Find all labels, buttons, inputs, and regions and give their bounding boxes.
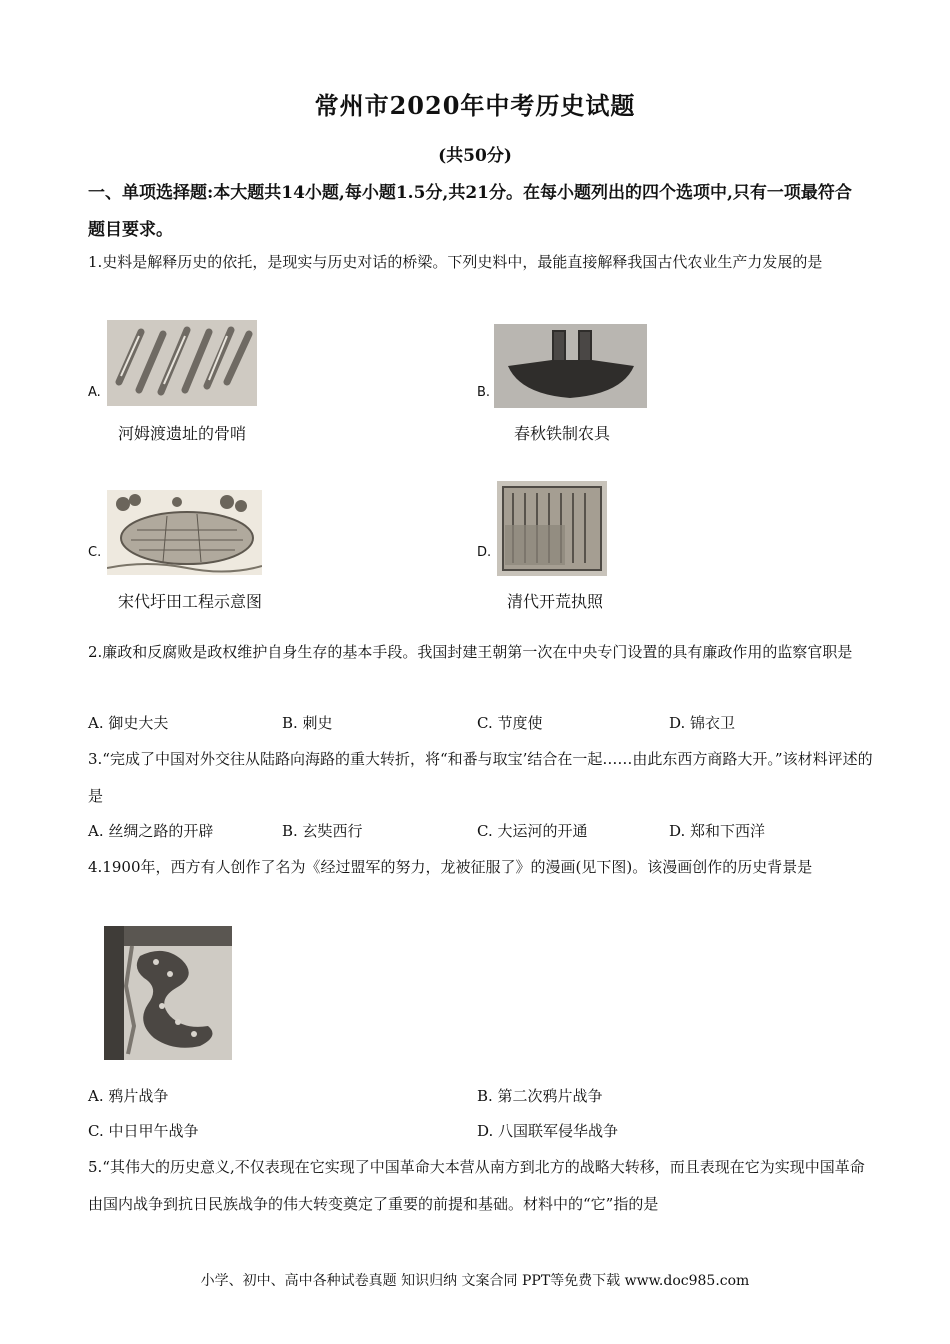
q3-option-d: D. 郑和下西洋: [669, 822, 766, 840]
q4-option-c: C. 中日甲午战争: [88, 1122, 199, 1140]
q2-option-c: C. 节度使: [477, 714, 543, 732]
q1-option-d-label: D.: [477, 545, 492, 560]
q4-option-a: A. 鸦片战争: [88, 1087, 169, 1105]
q2-option-a: A. 御史大夫: [88, 714, 169, 732]
q1-option-c-caption: 宋代圩田工程示意图: [118, 592, 263, 611]
iron-tool-image: [494, 324, 647, 408]
q4-option-d: D. 八国联军侵华战争: [477, 1122, 619, 1140]
q3-option-c: C. 大运河的开通: [477, 822, 588, 840]
q1-option-b-caption: 春秋铁制农具: [514, 424, 611, 443]
q1-option-d-caption: 清代开荒执照: [507, 592, 604, 611]
q1-option-c-label: C.: [88, 545, 102, 560]
reclamation-license-image: [497, 481, 607, 576]
q4-option-b: B. 第二次鸦片战争: [477, 1087, 603, 1105]
q3-option-a: A. 丝绸之路的开辟: [88, 822, 214, 840]
question-2-stem: 2.廉政和反腐败是政权维护自身生存的基本手段。我国封建王朝第一次在中央专门设置的具有廉政作用的监察官职是: [88, 643, 853, 661]
q3-option-b: B. 玄奘西行: [282, 822, 363, 840]
q2-option-b: B. 刺史: [282, 714, 333, 732]
page-subtitle: (共50分): [438, 146, 512, 166]
question-3-stem: 3.“完成了中国对外交往从陆路向海路的重大转折，将“和番与取宝’结合在一起……由此东西方商路大开。”该材料评述的是: [88, 750, 873, 805]
page-footer: 小学、初中、高中各种试卷真题 知识归纳 文案合同 PPT等免费下载 www.doc985.com: [200, 1273, 750, 1289]
page-title: 常州市2020年中考历史试题: [314, 91, 636, 120]
question-5-stem: 5.“其伟大的历史意义,不仅表现在它实现了中国革命大本营从南方到北方的战略大转移，而且表现在它为实现中国革命由国内战争到抗日民族战争的伟大转变奠定了重要的前提和基础。材料中的“它”指的是: [88, 1158, 865, 1213]
bone-whistle-image: [107, 320, 257, 406]
q1-option-b-label: B.: [477, 385, 491, 400]
q1-option-a-label: A.: [88, 385, 101, 400]
polder-diagram-image: [107, 490, 262, 575]
question-1-stem: 1.史料是解释历史的依托，是现实与历史对话的桥梁。下列史料中，最能直接解释我国古代农业生产力发展的是: [88, 253, 823, 271]
q2-option-d: D. 锦衣卫: [669, 714, 736, 732]
q1-option-a-caption: 河姆渡遗址的骨哨: [118, 424, 247, 443]
section-heading: 一、单项选择题:本大题共14小题,每小题1.5分,共21分。在每小题列出的四个选项中,只有一项最符合题目要求。: [88, 183, 852, 240]
dragon-cartoon-image: [104, 926, 232, 1060]
question-4-stem: 4.1900年，西方有人创作了名为《经过盟军的努力，龙被征服了》的漫画(见下图)。该漫画创作的历史背景是: [88, 858, 813, 876]
